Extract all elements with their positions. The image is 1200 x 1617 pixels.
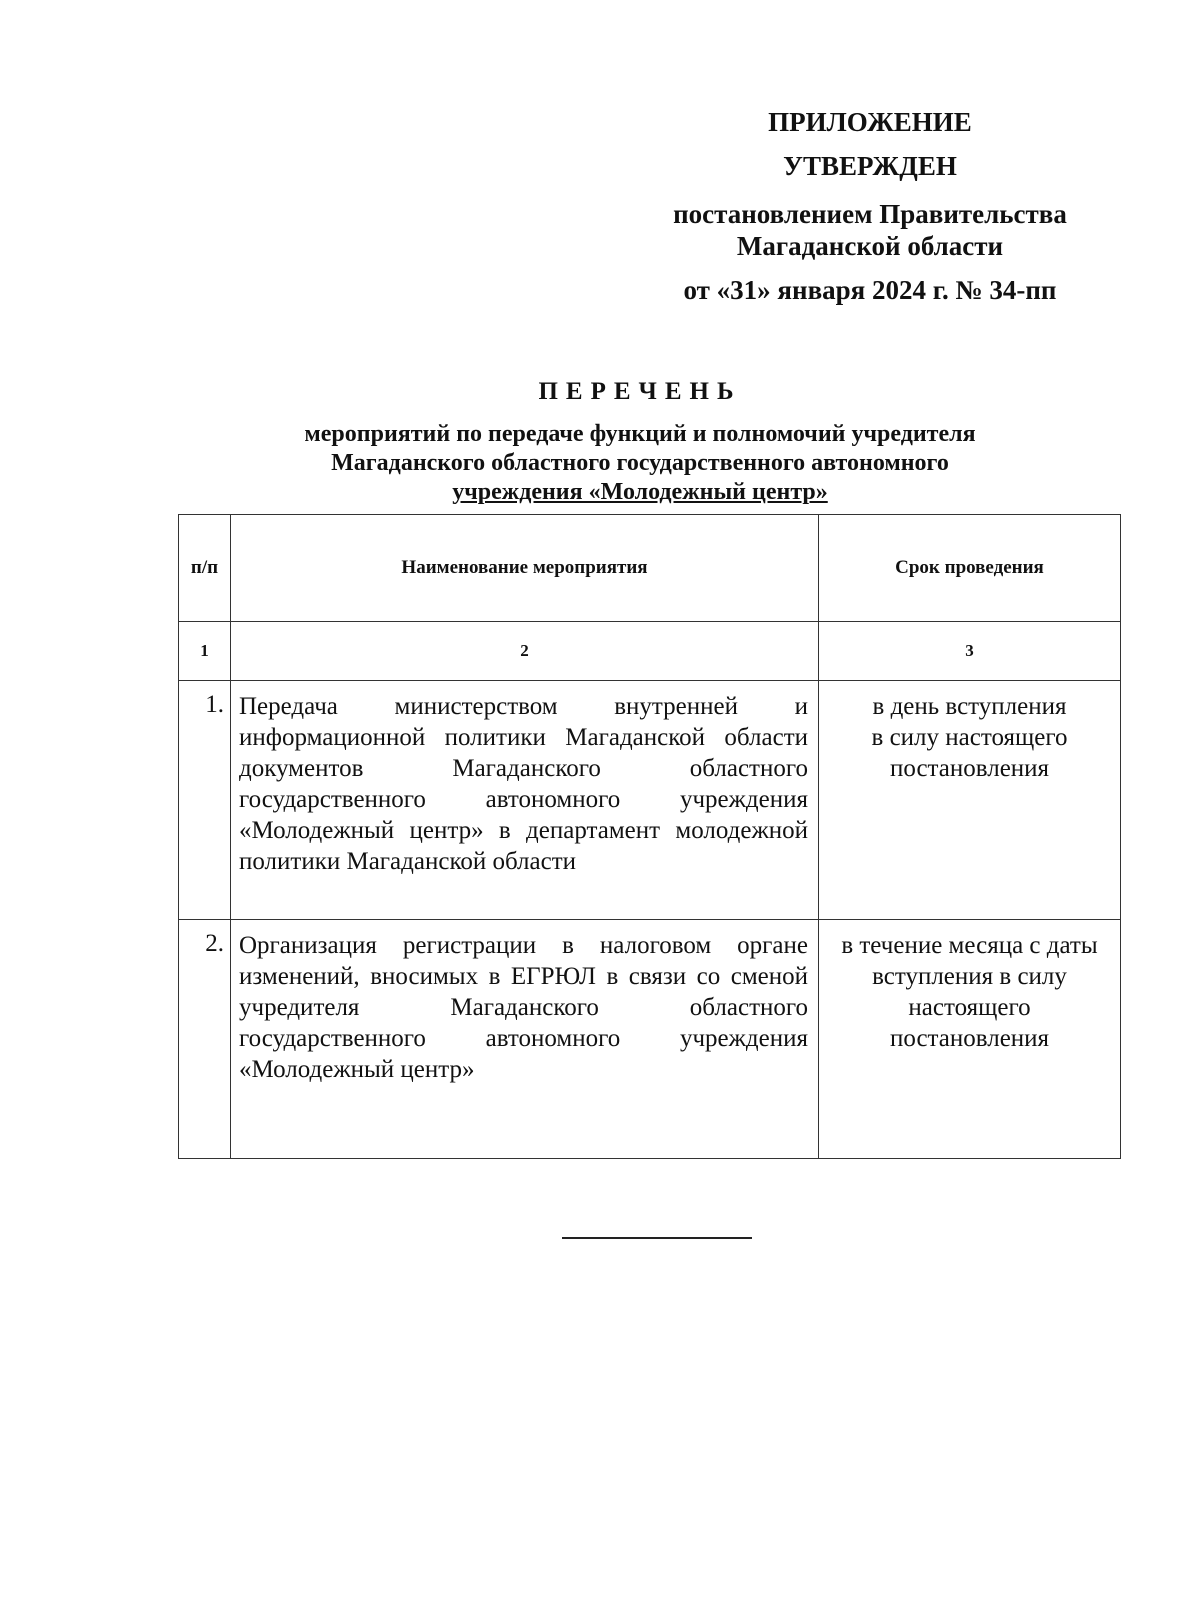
approved-label: УТВЕРЖДЕН [783, 151, 957, 181]
event-term-line: в течение месяца с даты [841, 932, 1098, 959]
event-name: Передача министерством внутренней и информационной политики Магаданской области документов Магаданского областного государственного автономного учреждения «Молодежный центр» в департамент молодежной политики Магаданской области [231, 681, 819, 920]
event-term-line: вступления в силу [872, 963, 1067, 990]
table-row [179, 681, 1121, 920]
event-term-line: в силу настоящего [871, 724, 1068, 751]
title-line1: мероприятий по передаче функций и полномочий учредителя [304, 421, 976, 447]
approved-by-line2: Магаданской области [736, 231, 1004, 261]
table-row [179, 920, 1121, 1159]
resolution-date-number: от «31» января 2024 г. № 34-пп [683, 275, 1057, 305]
events-table [178, 514, 1121, 1159]
approved-by-line1: постановлением Правительства [673, 199, 1067, 229]
header-number: п/п [179, 515, 231, 622]
end-separator-line [562, 1237, 752, 1239]
document-title [160, 378, 1120, 507]
table-header-row [179, 515, 1121, 622]
title-heading: ПЕРЕЧЕНЬ [538, 378, 742, 405]
event-term-line: в день вступления [872, 693, 1067, 720]
header-event-name: Наименование мероприятия [231, 515, 819, 622]
event-name: Организация регистрации в налоговом органе изменений, вносимых в ЕГРЮЛ в связи со сменой учредителя Магаданского областного государственного автономного учреждения «Молодежный центр» [231, 920, 819, 1159]
title-line2: Магаданского областного государственного автономного [331, 450, 949, 476]
title-line3: учреждения «Молодежный центр» [452, 479, 828, 505]
event-term [819, 681, 1121, 920]
event-term-line: постановления [889, 1025, 1050, 1052]
row-number: 2. [179, 920, 231, 1159]
column-number-3: 3 [819, 622, 1121, 681]
event-term-line: постановления [889, 755, 1050, 782]
header-term: Срок проведения [819, 515, 1121, 622]
row-number: 1. [179, 681, 231, 920]
event-term-line: настоящего [908, 994, 1031, 1021]
event-term [819, 920, 1121, 1159]
column-number-2: 2 [231, 622, 819, 681]
column-number-1: 1 [179, 622, 231, 681]
column-numbers-row [179, 622, 1121, 681]
annex-label: ПРИЛОЖЕНИЕ [768, 107, 972, 137]
approval-stamp-block [640, 106, 1100, 306]
